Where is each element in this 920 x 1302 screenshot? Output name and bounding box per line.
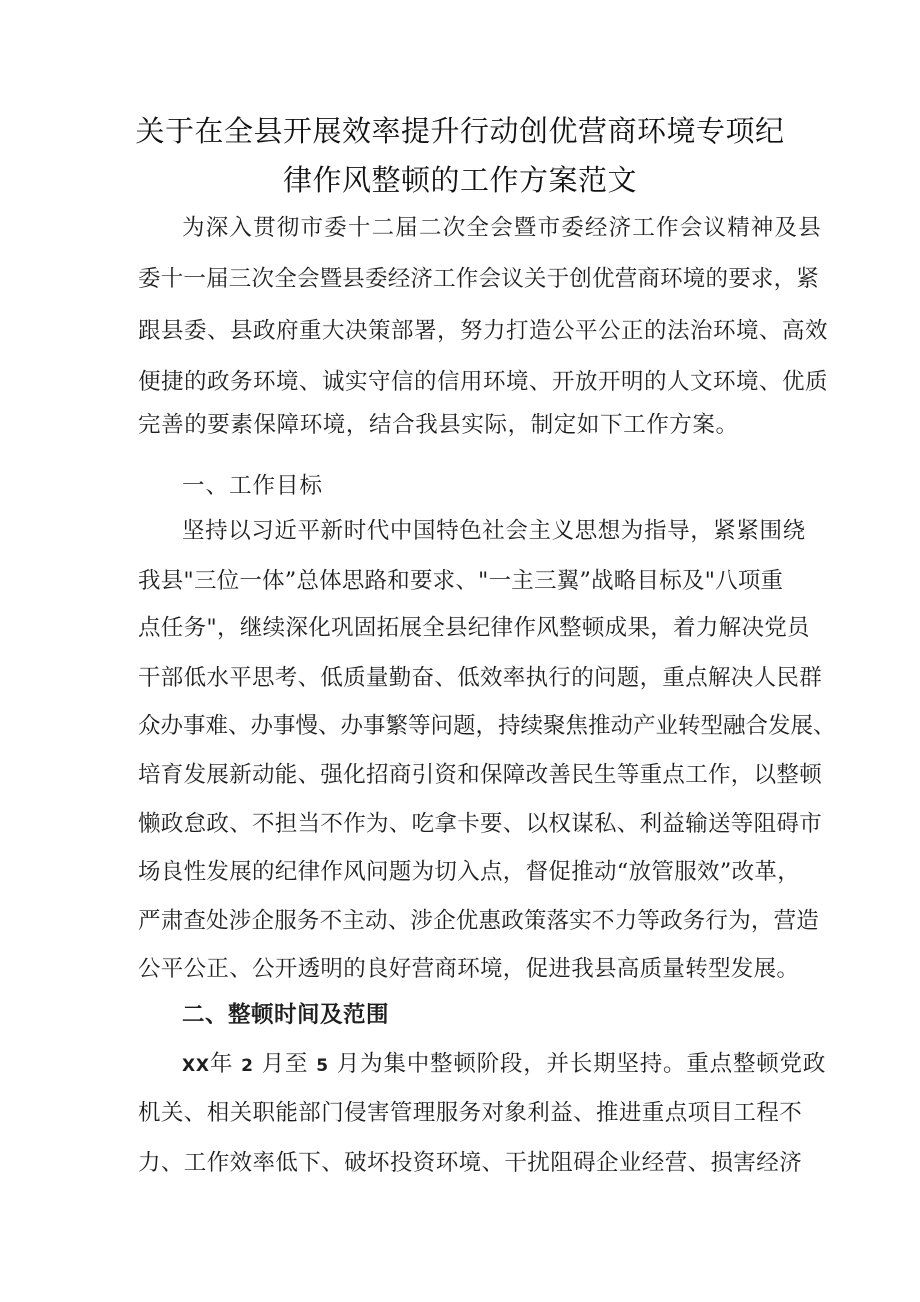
paragraph-line: 便捷的政务环境、诚实守信的信用环境、开放开明的人文环境、优质 [138, 369, 829, 395]
document-title-line-1: 关于在全县开展效率提升行动创优营商环境专项纪 [135, 114, 785, 148]
paragraph-line: 跟县委、县政府重大决策部署，努力打造公平公正的法治环境、高效 [138, 318, 829, 344]
paragraph-line: 场良性发展的纪律作风问题为切入点，督促推动“放管服效”改革， [138, 859, 801, 885]
paragraph-line: 为深入贯彻市委十二届二次全会暨市委经济工作会议精神及县 [182, 215, 822, 241]
paragraph-line: 机关、相关职能部门侵害管理服务对象利益、推进重点项目工程不 [138, 1100, 803, 1126]
section-heading-2: 二、整顿时间及范围 [182, 1002, 390, 1028]
paragraph-line [182, 1053, 826, 1076]
paragraph-line: 懒政怠政、不担当不作为、吃拿卡要、以权谋私、利益输送等阻碍市 [138, 811, 823, 837]
paragraph-line: 严肃查处涉企服务不主动、涉企优惠政策落实不力等政务行为，营造 [138, 908, 820, 934]
text-run: 月为集中整顿阶段，并长期坚持。重点整顿党政 [336, 1051, 827, 1077]
paragraph-line: 坚持以习近平新时代中国特色社会主义思想为指导，紧紧围绕 [182, 518, 806, 544]
document-title-line-2: 律作风整顿的工作方案范文 [282, 163, 637, 197]
paragraph-line: 力、工作效率低下、破坏投资环境、干扰阻碍企业经营、损害经济 [138, 1150, 803, 1176]
paragraph-line: 众办事难、办事慢、办事繁等问题，持续聚焦推动产业转型融合发展、 [138, 713, 836, 739]
paragraph-line: 公平公正、公开透明的良好营商环境，促进我县高质量转型发展。 [138, 956, 800, 982]
paragraph-line: 点任务"，继续深化巩固拓展全县纪律作风整顿成果，着力解决党员 [138, 615, 810, 641]
text-run: 月至 [261, 1051, 309, 1077]
text-run: 年 [209, 1051, 234, 1077]
year-value: XX [182, 1056, 210, 1076]
paragraph-line: 干部低水平思考、低质量勤奋、低效率执行的问题，重点解决人民群 [138, 665, 823, 691]
section-heading-1: 一、工作目标 [182, 473, 324, 499]
paragraph-line: 委十一届三次全会暨县委经济工作会议关于创优营商环境的要求，紧 [138, 266, 820, 292]
paragraph-line: 完善的要素保障环境，结合我县实际，制定如下工作方案。 [138, 412, 739, 438]
month-end-value: 5 [316, 1056, 329, 1076]
month-start-value: 2 [241, 1056, 254, 1076]
paragraph-line: 我县"三位一体”总体思路和要求、"一主三翼”战略目标及"八项重 [138, 568, 784, 594]
paragraph-line: 培育发展新动能、强化招商引资和保障改善民生等重点工作，以整顿 [138, 762, 823, 788]
